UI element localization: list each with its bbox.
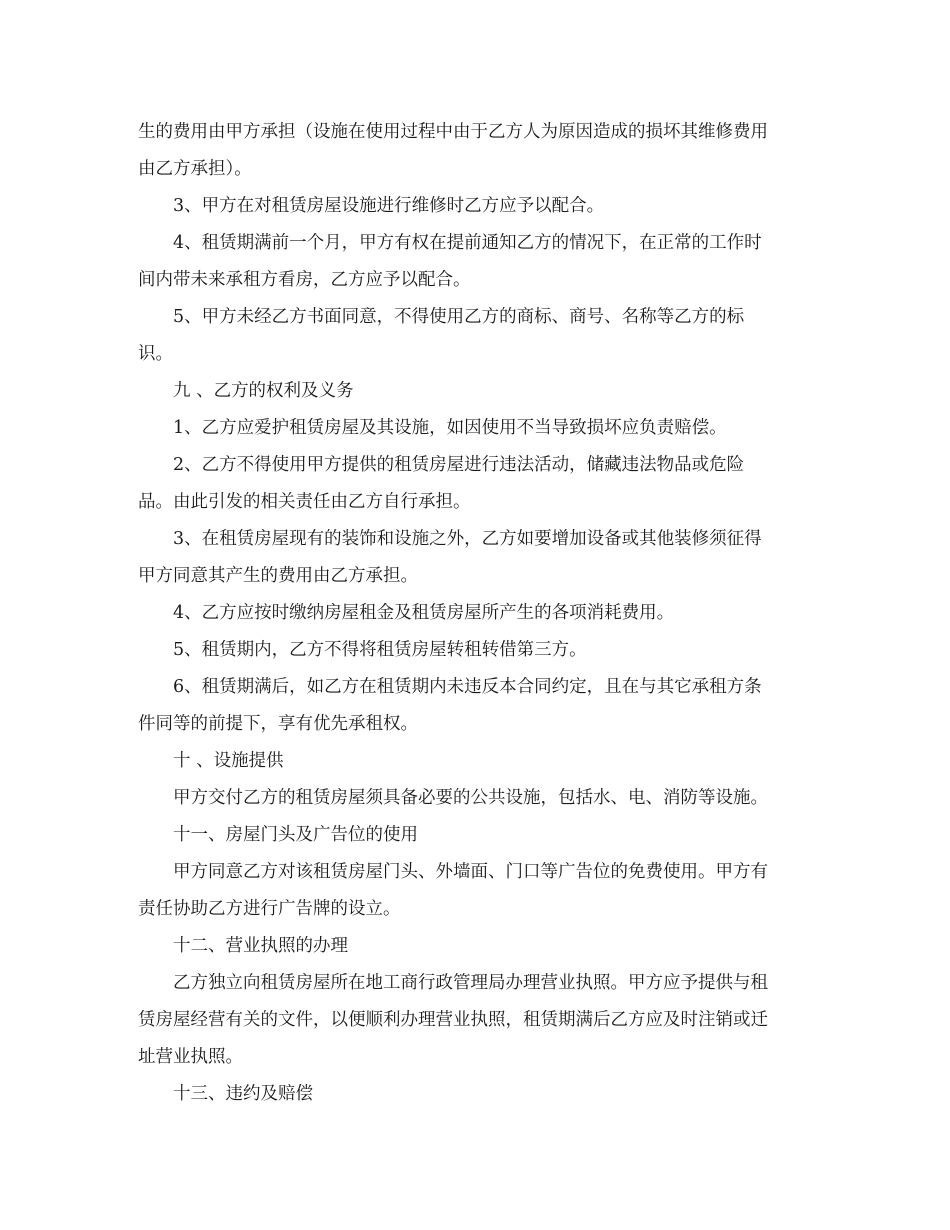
text-line: 3、甲方在对租赁房屋设施进行维修时乙方应予以配合。 — [173, 196, 605, 216]
text-line: 4、租赁期满前一个月，甲方有权在提前通知乙方的情况下，在正常的工作时 — [173, 233, 762, 253]
text-line: 由乙方承担）。 — [138, 159, 252, 179]
text-line: 5、甲方未经乙方书面同意，不得使用乙方的商标、商号、名称等乙方的标 — [173, 307, 745, 327]
text-line: 十一、房屋门头及广告位的使用 — [173, 825, 418, 845]
text-line: 识。 — [138, 344, 173, 364]
text-line: 3、在租赁房屋现有的装饰和设施之外，乙方如要增加设备或其他装修须征得 — [173, 529, 762, 549]
text-line: 间内带未来承租方看房，乙方应予以配合。 — [138, 270, 471, 290]
text-line: 甲方交付乙方的租赁房屋须具备必要的公共设施，包括水、电、消防等设施。 — [173, 788, 768, 808]
text-line: 乙方独立向租赁房屋所在地工商行政管理局办理营业执照。甲方应予提供与租 — [173, 973, 768, 993]
text-line: 十二、营业执照的办理 — [173, 936, 348, 956]
text-line: 件同等的前提下，享有优先承租权。 — [138, 714, 418, 734]
text-line: 生的费用由甲方承担（设施在使用过程中由于乙方人为原因造成的损坏其维修费用 — [138, 122, 768, 142]
contract-page — [138, 114, 814, 1113]
text-line: 品。由此引发的相关责任由乙方自行承担。 — [138, 492, 471, 512]
text-line: 责任协助乙方进行广告牌的设立。 — [138, 899, 401, 919]
text-line: 1、乙方应爱护租赁房屋及其设施，如因使用不当导致损坏应负责赔偿。 — [173, 418, 727, 438]
text-line: 赁房屋经营有关的文件，以便顺利办理营业执照，租赁期满后乙方应及时注销或迁 — [138, 1010, 768, 1030]
text-line: 十三、违约及赔偿 — [173, 1084, 313, 1104]
text-line: 十 、设施提供 — [173, 751, 284, 771]
text-line: 6、租赁期满后，如乙方在租赁期内未违反本合同约定，且在与其它承租方条 — [173, 677, 762, 697]
text-line: 2、乙方不得使用甲方提供的租赁房屋进行违法活动，储藏违法物品或危险 — [173, 455, 745, 475]
text-line: 址营业执照。 — [138, 1047, 243, 1067]
text-line: 5、租赁期内，乙方不得将租赁房屋转租转借第三方。 — [173, 640, 587, 660]
text-line: 九 、乙方的权利及义务 — [173, 381, 354, 401]
text-line: 甲方同意乙方对该租赁房屋门头、外墙面、门口等广告位的免费使用。甲方有 — [173, 862, 768, 882]
text-line: 4、乙方应按时缴纳房屋租金及租赁房屋所产生的各项消耗费用。 — [173, 603, 675, 623]
text-line: 甲方同意其产生的费用由乙方承担。 — [138, 566, 418, 586]
